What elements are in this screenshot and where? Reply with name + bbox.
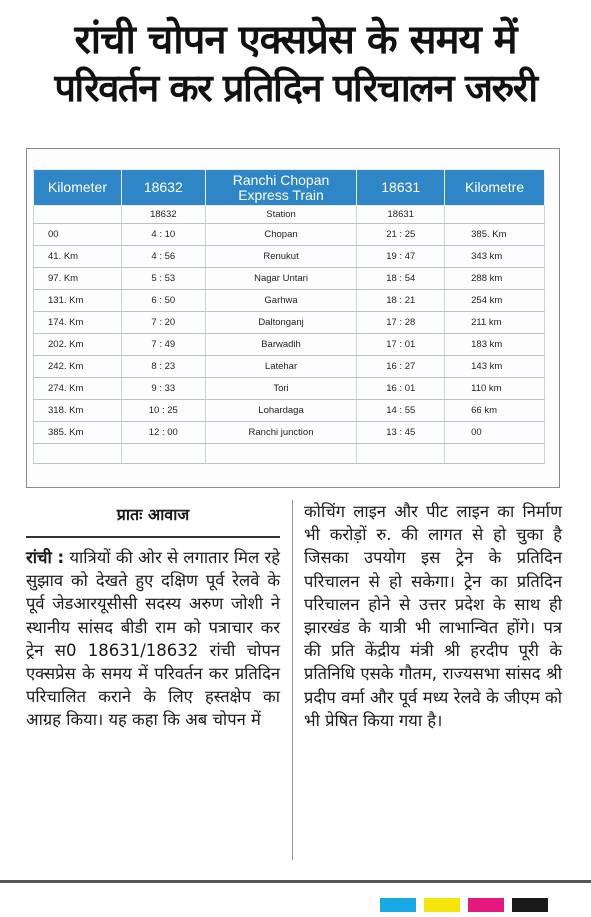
table-row: [34, 378, 545, 400]
table-cell: 288 km: [445, 268, 545, 290]
header-train-name: Ranchi Chopan Express Train: [205, 170, 357, 206]
table-cell: 16 : 27: [357, 356, 445, 378]
header-kilometre: Kilometre: [445, 170, 545, 206]
color-registration-marks: [380, 898, 548, 912]
table-cell: 9 : 33: [121, 378, 205, 400]
table-cell: 4 : 56: [121, 246, 205, 268]
table-cell: 7 : 49: [121, 334, 205, 356]
table-row: [34, 312, 545, 334]
byline: प्रातः आवाज: [116, 505, 190, 524]
table-cell: 41. Km: [34, 246, 122, 268]
table-cell: Daltonganj: [205, 312, 357, 334]
article-column-left: [26, 500, 280, 732]
dateline: रांची :: [26, 548, 65, 567]
table-cell: 14 : 55: [357, 400, 445, 422]
table-cell: 16 : 01: [357, 378, 445, 400]
swatch-magenta: [468, 898, 504, 912]
table-cell: [357, 444, 445, 464]
timetable: [33, 169, 545, 464]
table-cell: 66 km: [445, 400, 545, 422]
table-cell: Barwadih: [205, 334, 357, 356]
byline-divider: [26, 536, 280, 538]
table-row: [34, 246, 545, 268]
table-cell: 318. Km: [34, 400, 122, 422]
table-row: [34, 268, 545, 290]
page-bottom-rule: [0, 880, 591, 883]
timetable-header-row: [34, 170, 545, 206]
table-row: [34, 422, 545, 444]
table-cell: 21 : 25: [357, 224, 445, 246]
swatch-cyan: [380, 898, 416, 912]
table-cell: 343 km: [445, 246, 545, 268]
header-train-18631: 18631: [357, 170, 445, 206]
table-cell: [34, 206, 122, 224]
column-divider: [292, 500, 293, 860]
table-cell: 12 : 00: [121, 422, 205, 444]
header-train-18632: 18632: [121, 170, 205, 206]
table-cell: [121, 444, 205, 464]
table-cell: 4 : 10: [121, 224, 205, 246]
table-cell: 00: [445, 422, 545, 444]
article-text-right: कोचिंग लाइन और पीट लाइन का निर्माण भी करोड़ों रु. की लागत से हो चुका है जिसका उपयोग इस ट्रेन के प्रतिदिन परिचालन से हो सकेगा। ट्रेन का प्रतिदिन परिचालन होने से उत्तर प्रदेश के साथ ही झारखंड के यात्री भी लाभान्वित होंगे। पत्र की प्रति केंद्रीय मंत्री श्री हरदीप पूरी के प्रतिनिधि एसके गौतम, राज्यसभा सांसद श्री प्रदीप वर्मा और पूर्व मध्य रेलवे के जीएम को भी प्रेषित किया गया है।: [304, 502, 562, 730]
table-cell: 10 : 25: [121, 400, 205, 422]
table-cell: Chopan: [205, 224, 357, 246]
table-row: [34, 356, 545, 378]
table-cell: 242. Km: [34, 356, 122, 378]
table-cell: 110 km: [445, 378, 545, 400]
table-cell: Garhwa: [205, 290, 357, 312]
table-cell: 183 km: [445, 334, 545, 356]
table-cell: 385. Km: [445, 224, 545, 246]
article-text-left: यात्रियों की ओर से लगातार मिल रहे सुझाव को देखते हुए दक्षिण पूर्व रेलवे के पूर्व जेडआरयूसीसी सदस्य अरुण जोशी ने स्थानीय सांसद बीडी राम को पत्राचार कर ट्रेन स0 18631/18632 रांची चोपन एक्सप्रेस के समय में परिवर्तन कर प्रतिदिन परिचालित कराने के लिए हस्तक्षेप का आग्रह किया। यह कहा कि अब चोपन में: [26, 548, 281, 730]
headline-line-1: रांची चोपन एक्सप्रेस के समय में: [74, 17, 517, 63]
headline: [0, 18, 591, 109]
table-cell: Ranchi junction: [205, 422, 357, 444]
header-kilometer: Kilometer: [34, 170, 122, 206]
table-cell: 17 : 01: [357, 334, 445, 356]
table-cell: Nagar Untari: [205, 268, 357, 290]
table-cell: 274. Km: [34, 378, 122, 400]
table-row: [34, 290, 545, 312]
timetable-subheader-row: [34, 206, 545, 224]
timetable-image: [26, 148, 560, 488]
table-cell: 8 : 23: [121, 356, 205, 378]
table-cell: 18631: [357, 206, 445, 224]
table-cell: Renukut: [205, 246, 357, 268]
table-cell: 131. Km: [34, 290, 122, 312]
table-cell: 00: [34, 224, 122, 246]
table-cell: 18 : 54: [357, 268, 445, 290]
table-cell: 13 : 45: [357, 422, 445, 444]
headline-line-2: परिवर्तन कर प्रतिदिन परिचालन जरुरी: [54, 65, 537, 110]
table-row: [34, 444, 545, 464]
table-cell: Lohardaga: [205, 400, 357, 422]
table-cell: 18 : 21: [357, 290, 445, 312]
table-cell: 17 : 28: [357, 312, 445, 334]
table-cell: Latehar: [205, 356, 357, 378]
table-cell: 19 : 47: [357, 246, 445, 268]
table-row: [34, 334, 545, 356]
table-cell: 211 km: [445, 312, 545, 334]
table-cell: 97. Km: [34, 268, 122, 290]
table-cell: 6 : 50: [121, 290, 205, 312]
table-cell: 7 : 20: [121, 312, 205, 334]
swatch-black: [512, 898, 548, 912]
table-cell: Tori: [205, 378, 357, 400]
table-cell: [445, 444, 545, 464]
table-cell: 202. Km: [34, 334, 122, 356]
table-cell: 174. Km: [34, 312, 122, 334]
table-cell: 18632: [121, 206, 205, 224]
article-paragraph-left: [26, 546, 280, 732]
table-cell: 5 : 53: [121, 268, 205, 290]
table-cell: [205, 444, 357, 464]
swatch-yellow: [424, 898, 460, 912]
table-cell: 254 km: [445, 290, 545, 312]
table-cell: 385. Km: [34, 422, 122, 444]
table-row: [34, 400, 545, 422]
table-row: [34, 224, 545, 246]
table-cell: 143 km: [445, 356, 545, 378]
table-cell: [34, 444, 122, 464]
table-cell: [445, 206, 545, 224]
table-cell: Station: [205, 206, 357, 224]
article-column-right: [304, 500, 562, 732]
